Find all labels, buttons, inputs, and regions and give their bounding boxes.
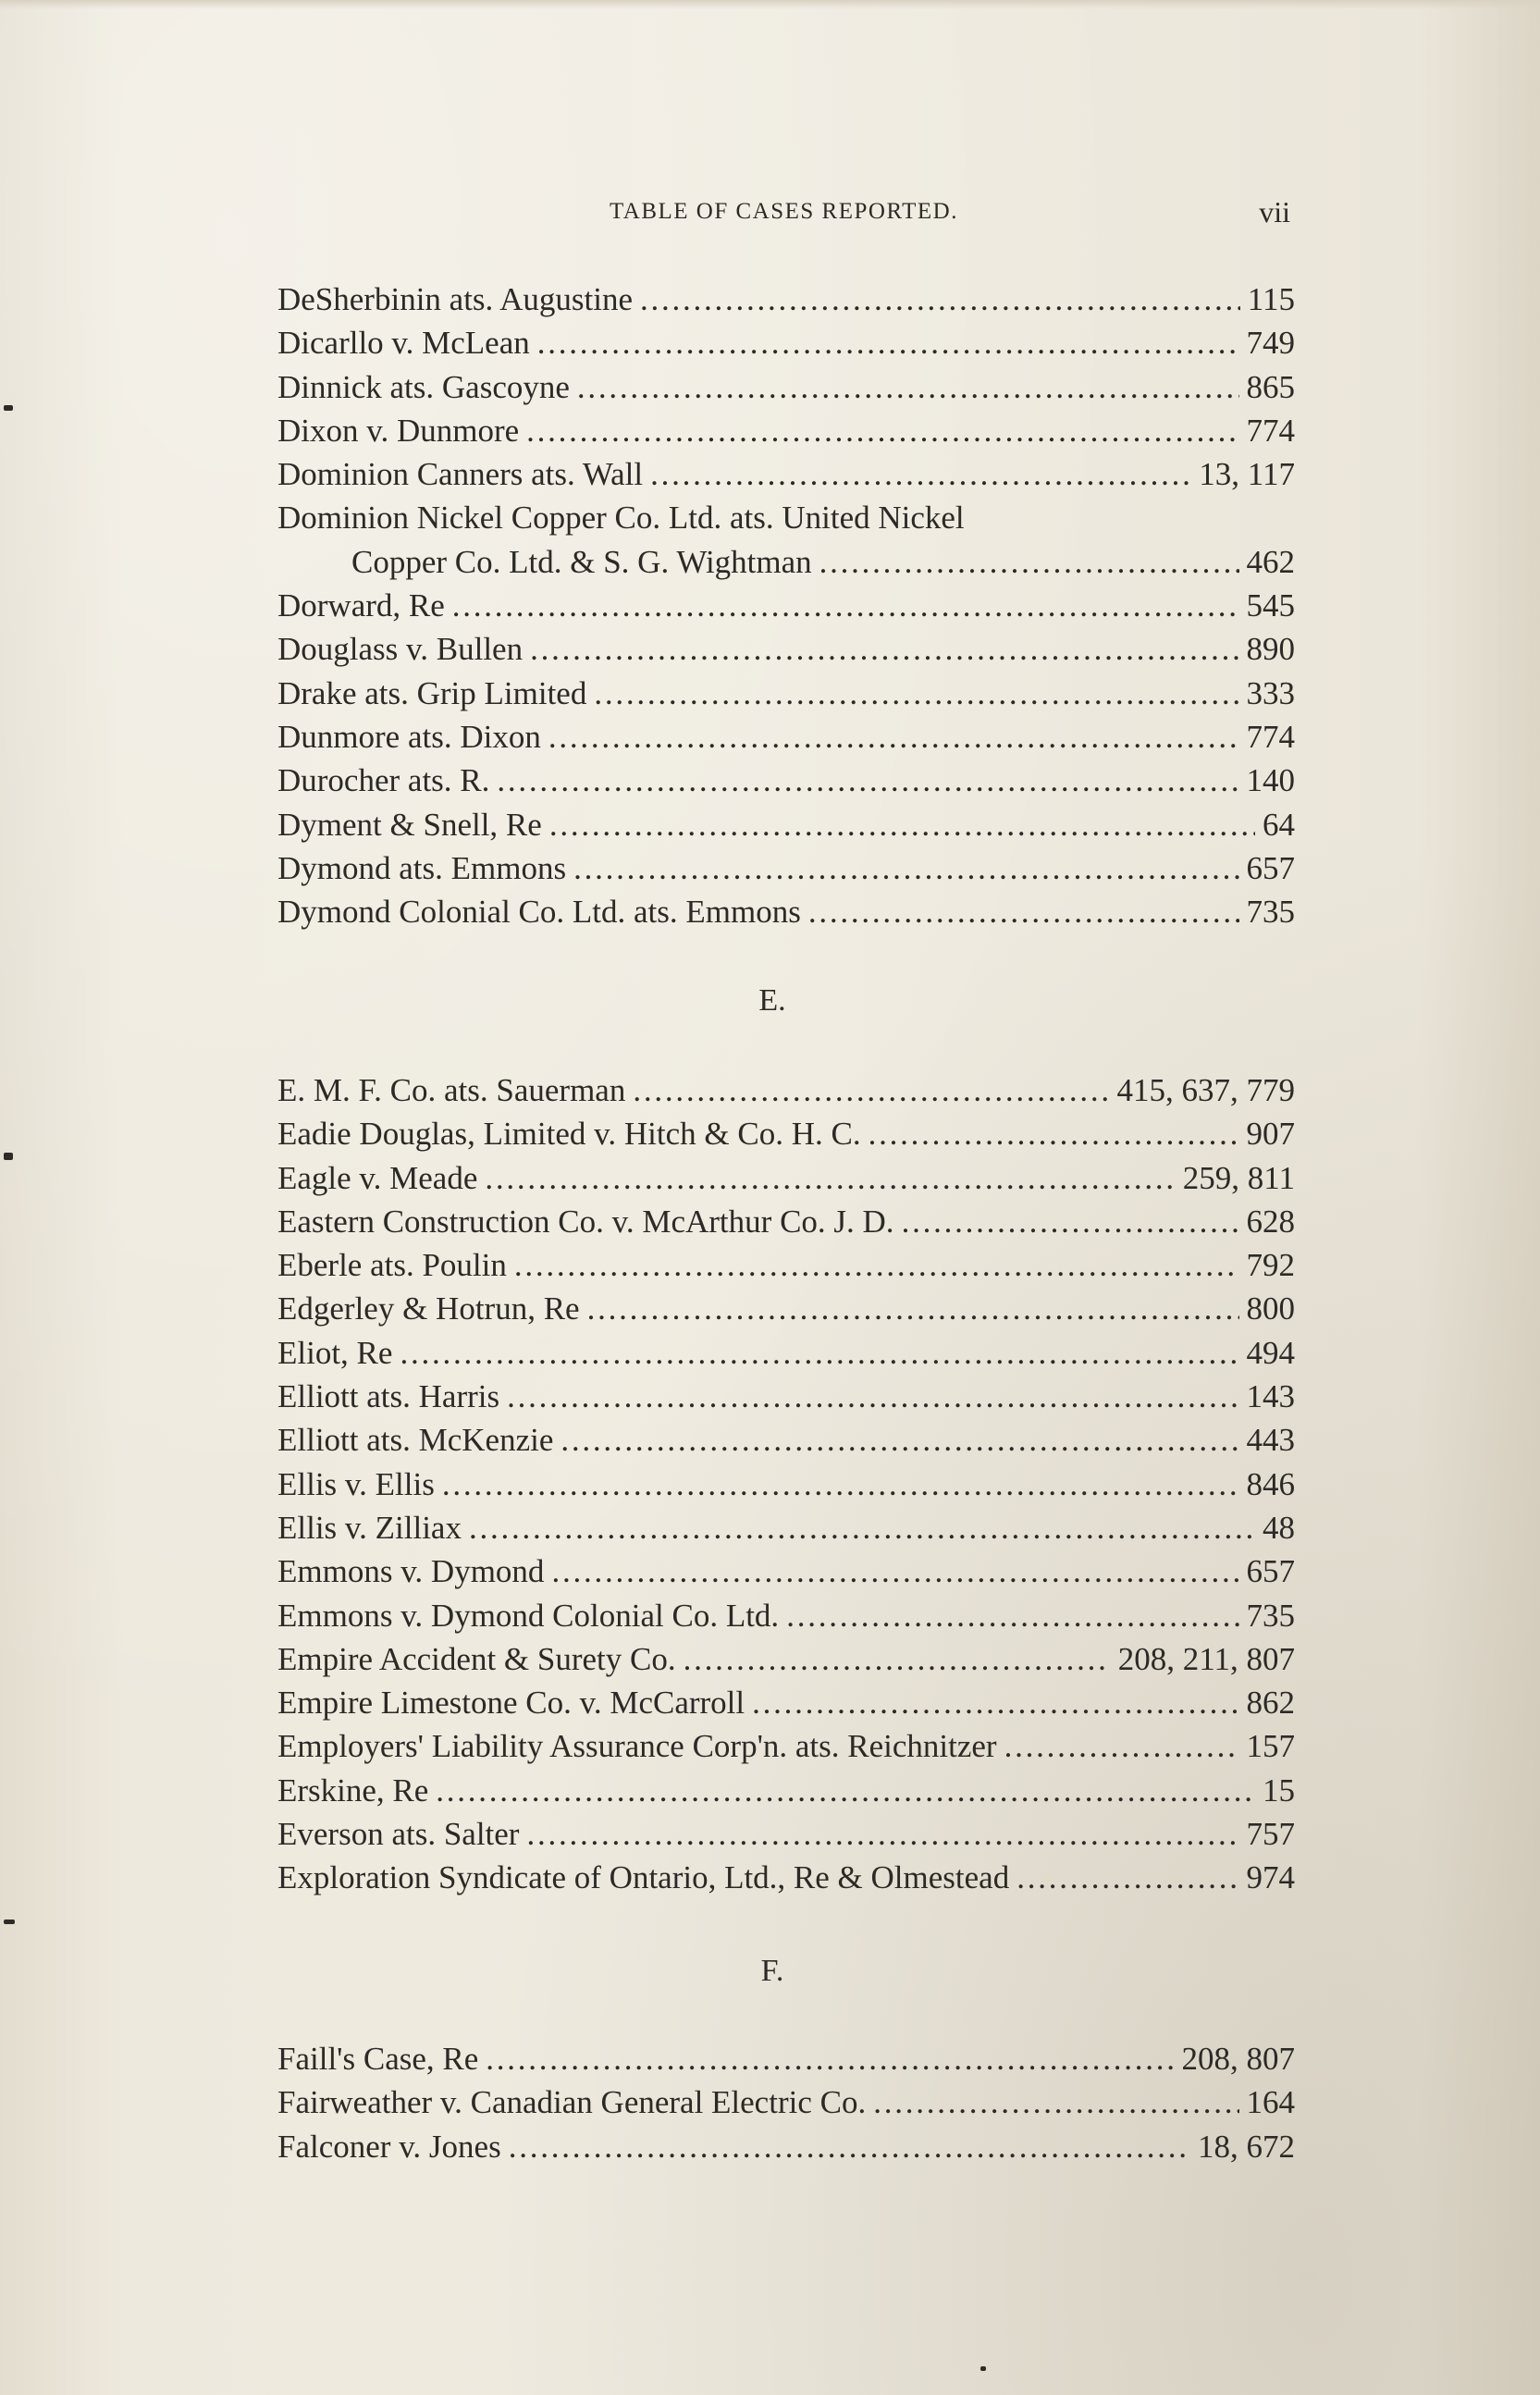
leader-dots [640, 278, 1240, 321]
case-pages: 15 [1263, 1772, 1295, 1809]
case-pages: 115 [1247, 281, 1295, 317]
case-pages: 792 [1246, 1247, 1295, 1284]
case-pages: 48 [1263, 1509, 1295, 1546]
ink-speck [980, 2366, 986, 2371]
case-name: Emmons v. Dymond [277, 1553, 545, 1590]
page-number: vii [1259, 195, 1290, 228]
case-entry [277, 627, 1295, 671]
case-entry [277, 1506, 1295, 1549]
leader-dots [526, 1812, 1238, 1856]
case-pages: 865 [1246, 368, 1295, 405]
case-pages: 749 [1246, 325, 1295, 362]
case-name: Dyment & Snell, Re [277, 806, 542, 843]
case-name: Dinnick ats. Gascoyne [277, 368, 570, 405]
leader-dots [442, 1463, 1239, 1506]
leader-dots [869, 1112, 1239, 1155]
case-name: Elliott ats. McKenzie [277, 1422, 554, 1459]
case-pages: 907 [1246, 1116, 1295, 1153]
case-entry [277, 2080, 1295, 2124]
case-entry [277, 1549, 1295, 1593]
leader-dots [509, 2125, 1190, 2168]
binding-mark [4, 405, 13, 411]
case-name: Dixon v. Dunmore [277, 412, 520, 449]
case-entry [277, 1331, 1295, 1375]
case-name: Dominion Nickel Copper Co. Ltd. ats. United Nickel [277, 500, 965, 537]
leader-dots [684, 1637, 1111, 1681]
case-entry [277, 1156, 1295, 1200]
case-pages: 259, 811 [1182, 1159, 1295, 1196]
leader-dots [1004, 1724, 1239, 1768]
binding-mark [4, 1920, 15, 1924]
case-pages: 164 [1246, 2084, 1295, 2121]
leader-dots [469, 1506, 1255, 1549]
case-pages: 628 [1246, 1203, 1295, 1240]
case-pages: 735 [1246, 894, 1295, 931]
case-pages: 494 [1246, 1334, 1295, 1371]
case-pages: 415, 637, 779 [1116, 1072, 1295, 1108]
case-pages: 443 [1246, 1422, 1295, 1459]
case-pages: 208, 807 [1181, 2041, 1295, 2077]
section-d [277, 278, 1295, 933]
section-e-entries [277, 1068, 1295, 1900]
section-letter: E. [758, 983, 786, 1018]
case-entry [277, 496, 1295, 539]
case-pages: 846 [1246, 1465, 1295, 1502]
leader-dots [561, 1418, 1238, 1462]
leader-dots [577, 365, 1239, 409]
leader-dots [633, 1068, 1109, 1112]
leader-dots [573, 846, 1238, 890]
leader-dots [752, 1681, 1238, 1724]
leader-dots [873, 2080, 1238, 2124]
case-entry-continued [277, 540, 1295, 584]
case-pages: 657 [1246, 849, 1295, 886]
leader-dots [514, 1243, 1239, 1287]
binding-mark [4, 1153, 13, 1160]
case-name: Eliot, Re [277, 1334, 393, 1371]
case-name: Eastern Construction Co. v. McArthur Co. J. D. [277, 1203, 894, 1240]
case-entry [277, 2125, 1295, 2168]
case-pages: 18, 672 [1198, 2128, 1295, 2165]
leader-dots [526, 409, 1238, 452]
section-e [277, 979, 1295, 1022]
case-entry [277, 1812, 1295, 1856]
leader-dots [551, 1549, 1238, 1593]
case-name: Copper Co. Ltd. & S. G. Wightman [351, 543, 812, 580]
case-name: Empire Limestone Co. v. McCarroll [277, 1685, 745, 1722]
leader-dots [786, 1594, 1238, 1637]
case-entry [277, 1681, 1295, 1724]
case-entry [277, 759, 1295, 802]
case-pages: 157 [1246, 1728, 1295, 1765]
case-entry [277, 1769, 1295, 1812]
case-entry [277, 803, 1295, 846]
case-entry [277, 1856, 1295, 1899]
leader-dots [808, 890, 1239, 933]
case-pages: 545 [1246, 587, 1295, 624]
case-entry [277, 672, 1295, 715]
case-pages: 13, 117 [1199, 456, 1295, 493]
case-pages: 333 [1246, 674, 1295, 711]
leader-dots [1016, 1856, 1238, 1899]
case-pages: 140 [1246, 762, 1295, 799]
leader-dots [594, 672, 1238, 715]
case-entry [277, 1375, 1295, 1418]
case-entry [277, 1200, 1295, 1243]
case-name: E. M. F. Co. ats. Sauerman [277, 1072, 626, 1108]
case-pages: 890 [1246, 631, 1295, 668]
case-pages: 208, 211, 807 [1117, 1640, 1295, 1677]
running-head-title: TABLE OF CASES REPORTED. [610, 199, 958, 224]
case-name: Edgerley & Hotrun, Re [277, 1290, 580, 1327]
leader-dots [537, 321, 1239, 364]
case-entry [277, 890, 1295, 933]
case-entry [277, 409, 1295, 452]
section-f [277, 1949, 1295, 1993]
case-name: Employers' Liability Assurance Corp'n. ats. Reichnitzer [277, 1728, 997, 1765]
leader-dots [650, 452, 1191, 496]
leader-dots [530, 627, 1238, 671]
leader-dots [436, 1769, 1255, 1812]
case-pages: 862 [1246, 1685, 1295, 1722]
case-name: Dymond Colonial Co. Ltd. ats. Emmons [277, 894, 801, 931]
leader-dots [400, 1331, 1238, 1375]
case-entry [277, 1463, 1295, 1506]
case-name: Ellis v. Ellis [277, 1465, 435, 1502]
case-name: Ellis v. Zilliax [277, 1509, 462, 1546]
case-name: Dicarllo v. McLean [277, 325, 530, 362]
case-name: Exploration Syndicate of Ontario, Ltd., Re & Olmestead [277, 1859, 1010, 1896]
case-entry [277, 2037, 1295, 2080]
case-name: Douglass v. Bullen [277, 631, 524, 668]
case-name: Falconer v. Jones [277, 2128, 501, 2165]
case-entry [277, 365, 1295, 409]
case-pages: 657 [1246, 1553, 1295, 1590]
case-name: Fairweather v. Canadian General Electric Co. [277, 2084, 867, 2121]
leader-dots [587, 1287, 1239, 1330]
case-pages: 735 [1246, 1597, 1295, 1634]
case-name: Elliott ats. Harris [277, 1378, 500, 1415]
case-pages: 774 [1246, 412, 1295, 449]
page-top-edge [0, 0, 1540, 9]
case-pages: 800 [1246, 1290, 1295, 1327]
case-name: Eberle ats. Poulin [277, 1247, 507, 1284]
case-entry [277, 1418, 1295, 1462]
case-entry [277, 715, 1295, 759]
case-name: Drake ats. Grip Limited [277, 674, 587, 711]
case-name: Dominion Canners ats. Wall [277, 456, 644, 493]
case-name: Eagle v. Meade [277, 1159, 478, 1196]
case-name: Erskine, Re [277, 1772, 429, 1809]
leader-dots [902, 1200, 1239, 1243]
case-name: Dorward, Re [277, 587, 445, 624]
case-name: Dunmore ats. Dixon [277, 718, 541, 755]
case-name: Everson ats. Salter [277, 1816, 520, 1853]
section-letter: F. [760, 1954, 784, 1988]
leader-dots [507, 1375, 1238, 1418]
case-pages: 64 [1263, 806, 1295, 843]
case-pages: 774 [1246, 718, 1295, 755]
case-name: Faill's Case, Re [277, 2041, 479, 2077]
leader-dots [486, 2037, 1174, 2080]
case-name: Durocher ats. R. [277, 762, 490, 799]
running-head [277, 195, 1290, 236]
case-name: Eadie Douglas, Limited v. Hitch & Co. H. C. [277, 1116, 861, 1153]
case-pages: 143 [1246, 1378, 1295, 1415]
case-entry [277, 1287, 1295, 1330]
case-pages: 757 [1246, 1816, 1295, 1853]
case-entry [277, 1594, 1295, 1637]
case-name: Emmons v. Dymond Colonial Co. Ltd. [277, 1597, 780, 1634]
leader-dots [452, 584, 1239, 627]
leader-dots [497, 759, 1238, 802]
leader-dots [549, 803, 1255, 846]
case-pages: 462 [1246, 543, 1295, 580]
leader-dots [485, 1156, 1175, 1200]
case-pages: 974 [1246, 1859, 1295, 1896]
case-entry [277, 1243, 1295, 1287]
case-entry [277, 1724, 1295, 1768]
case-entry [277, 1637, 1295, 1681]
leader-dots [819, 540, 1239, 584]
case-entry [277, 278, 1295, 321]
case-entry [277, 321, 1295, 364]
case-name: DeSherbinin ats. Augustine [277, 281, 633, 317]
case-entry [277, 1068, 1295, 1112]
case-name: Empire Accident & Surety Co. [277, 1640, 676, 1677]
leader-dots [548, 715, 1239, 759]
case-name: Dymond ats. Emmons [277, 849, 567, 886]
case-entry [277, 452, 1295, 496]
case-entry [277, 1112, 1295, 1155]
case-entry [277, 584, 1295, 627]
case-entry [277, 846, 1295, 890]
section-f-entries [277, 2037, 1295, 2168]
